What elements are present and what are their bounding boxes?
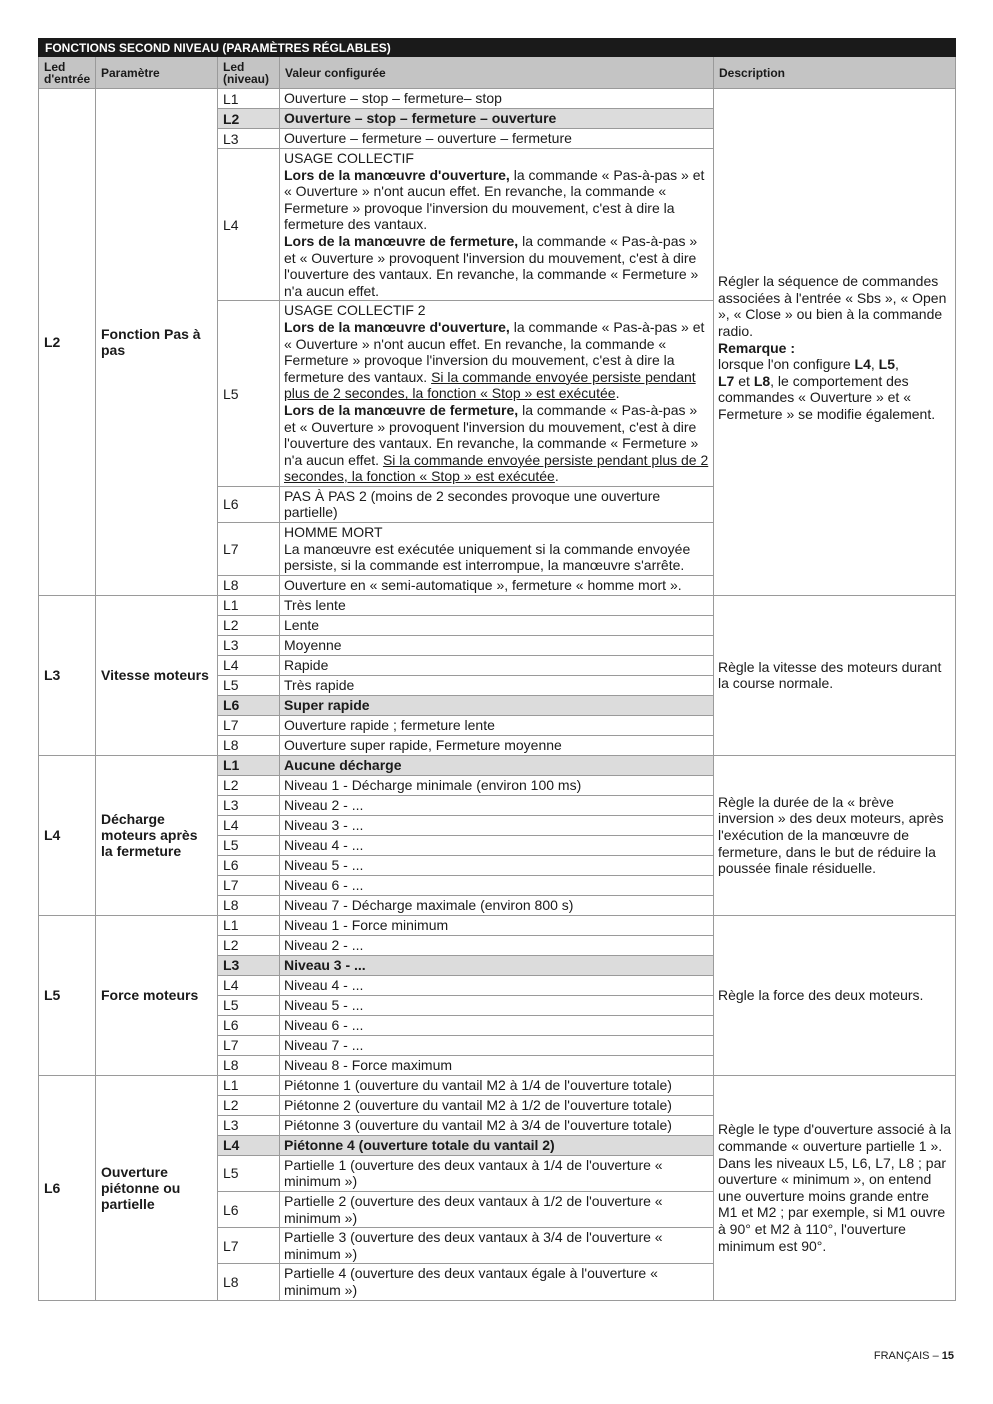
level-cell: L5 (218, 835, 280, 855)
parameter-cell: Décharge moteurs après la fermeture (96, 755, 218, 915)
level-cell: L5 (218, 1155, 280, 1191)
level-cell: L3 (218, 635, 280, 655)
value-cell: Piétonne 4 (ouverture totale du vantail 2) (280, 1135, 714, 1155)
level-cell: L1 (218, 1075, 280, 1095)
level-cell: L3 (218, 795, 280, 815)
level-cell: L6 (218, 1192, 280, 1228)
level-cell: L5 (218, 301, 280, 487)
level-cell: L3 (218, 129, 280, 149)
value-cell: Lente (280, 615, 714, 635)
value-cell: Piétonne 1 (ouverture du vantail M2 à 1/4 de l'ouverture totale) (280, 1075, 714, 1095)
level-cell: L7 (218, 1035, 280, 1055)
level-cell: L7 (218, 875, 280, 895)
value-cell: Niveau 6 - ... (280, 875, 714, 895)
led-entree-cell: L2 (39, 89, 96, 596)
header-description: Description (714, 57, 956, 89)
value-cell: Piétonne 3 (ouverture du vantail M2 à 3/4 de l'ouverture totale) (280, 1115, 714, 1135)
value-cell: Partielle 3 (ouverture des deux vantaux à 3/4 de l'ouverture « minimum ») (280, 1228, 714, 1264)
header-valeur: Valeur configurée (280, 57, 714, 89)
page-footer: FRANÇAIS – 15 (873, 1350, 954, 1362)
level-cell: L8 (218, 895, 280, 915)
table-header-row (39, 57, 956, 89)
value-cell: Piétonne 2 (ouverture du vantail M2 à 1/2 de l'ouverture totale) (280, 1095, 714, 1115)
value-cell: Ouverture – fermeture – ouverture – fermeture (280, 129, 714, 149)
level-cell: L1 (218, 89, 280, 109)
table-row (39, 915, 956, 935)
level-cell: L8 (218, 575, 280, 595)
value-cell: Ouverture super rapide, Fermeture moyenne (280, 735, 714, 755)
second-level-functions-table (38, 38, 956, 1301)
value-cell: Niveau 5 - ... (280, 855, 714, 875)
led-entree-cell: L6 (39, 1075, 96, 1300)
level-cell: L2 (218, 775, 280, 795)
level-cell: L2 (218, 1095, 280, 1115)
value-cell: USAGE COLLECTIF 2 Lors de la manœuvre d'ouverture, la commande « Pas-à-pas » et « Ouverture » n'ont aucun effet. En revanche, la commande « Fermeture » provoque l'inversion du mouvement, c'est à dire la fermeture des vantaux. Si la commande envoyée persiste pendant plus de 2 secondes, la fonction « Stop » est exécutée. Lors de la manœuvre de fermeture, la commande « Pas-à-pas » et « Ouverture » provoquent l'inversion du mouvement, c'est à dire l'ouverture des vantaux. En revanche, la commande « Fermeture » n'a aucun effet. Si la commande envoyée persiste pendant plus de 2 secondes, la fonction « Stop » est exécutée. (280, 301, 714, 487)
value-cell: Niveau 1 - Décharge minimale (environ 100 ms) (280, 775, 714, 795)
value-cell: Niveau 7 - ... (280, 1035, 714, 1055)
header-parametre: Paramètre (96, 57, 218, 89)
parameter-cell: Fonction Pas à pas (96, 89, 218, 596)
level-cell: L7 (218, 523, 280, 576)
table-title-row (39, 39, 956, 57)
level-cell: L2 (218, 615, 280, 635)
value-cell: Niveau 2 - ... (280, 935, 714, 955)
level-cell: L6 (218, 486, 280, 522)
value-cell: Niveau 4 - ... (280, 835, 714, 855)
level-cell: L6 (218, 855, 280, 875)
parameter-cell: Ouverture piétonne ou partielle (96, 1075, 218, 1300)
level-cell: L8 (218, 1055, 280, 1075)
header-led-niveau: Led (niveau) (218, 57, 280, 89)
value-cell: Niveau 4 - ... (280, 975, 714, 995)
level-cell: L4 (218, 149, 280, 301)
level-cell: L5 (218, 995, 280, 1015)
value-cell: Ouverture – stop – fermeture – ouverture (280, 109, 714, 129)
value-cell: Aucune décharge (280, 755, 714, 775)
led-entree-cell: L4 (39, 755, 96, 915)
level-cell: L4 (218, 815, 280, 835)
level-cell: L7 (218, 715, 280, 735)
value-cell: HOMME MORT La manœuvre est exécutée uniquement si la commande envoyée persiste, si la commande est interrompue, la manœuvre s'arrête. (280, 523, 714, 576)
level-cell: L6 (218, 1015, 280, 1035)
level-cell: L1 (218, 915, 280, 935)
value-cell: Niveau 7 - Décharge maximale (environ 800 s) (280, 895, 714, 915)
level-cell: L8 (218, 735, 280, 755)
value-cell: Niveau 6 - ... (280, 1015, 714, 1035)
level-cell: L4 (218, 655, 280, 675)
level-cell: L1 (218, 595, 280, 615)
table-title: FONCTIONS SECOND NIVEAU (PARAMÈTRES RÉGLABLES) (39, 39, 956, 57)
level-cell: L2 (218, 935, 280, 955)
value-cell: Ouverture – stop – fermeture– stop (280, 89, 714, 109)
value-cell: Niveau 3 - ... (280, 955, 714, 975)
value-cell: Très rapide (280, 675, 714, 695)
description-cell: Règle la force des deux moteurs. (714, 915, 956, 1075)
value-cell: PAS À PAS 2 (moins de 2 secondes provoque une ouverture partielle) (280, 486, 714, 522)
value-cell: Ouverture en « semi-automatique », fermeture « homme mort ». (280, 575, 714, 595)
level-cell: L6 (218, 695, 280, 715)
value-cell: Niveau 5 - ... (280, 995, 714, 1015)
description-cell: Régler la séquence de commandes associées à l'entrée « Sbs », « Open », « Close » ou bien à la commande radio. Remarque : lorsque l'on configure L4, L5, L7 et L8, le comportement des commandes « Ouverture » et « Fermeture » se modifie également. (714, 89, 956, 596)
parameter-cell: Vitesse moteurs (96, 595, 218, 755)
parameter-cell: Force moteurs (96, 915, 218, 1075)
level-cell: L2 (218, 109, 280, 129)
level-cell: L1 (218, 755, 280, 775)
level-cell: L7 (218, 1228, 280, 1264)
description-cell: Règle la vitesse des moteurs durant la course normale. (714, 595, 956, 755)
table-row (39, 89, 956, 109)
value-cell: Très lente (280, 595, 714, 615)
page-number: 15 (941, 1350, 954, 1362)
parameters-table-container (38, 38, 955, 1301)
description-cell: Règle la durée de la « brève inversion » des deux moteurs, après l'exécution de la manœuvre de fermeture, dans le but de réduire la poussée finale résiduelle. (714, 755, 956, 915)
level-cell: L4 (218, 975, 280, 995)
value-cell: Ouverture rapide ; fermeture lente (280, 715, 714, 735)
table-row (39, 1075, 956, 1095)
value-cell: Rapide (280, 655, 714, 675)
level-cell: L5 (218, 675, 280, 695)
value-cell: Niveau 3 - ... (280, 815, 714, 835)
table-row-selected (39, 755, 956, 775)
table-row (39, 595, 956, 615)
value-cell: Partielle 4 (ouverture des deux vantaux égale à l'ouverture « minimum ») (280, 1264, 714, 1300)
value-cell: USAGE COLLECTIF Lors de la manœuvre d'ouverture, la commande « Pas-à-pas » et « Ouverture » n'ont aucun effet. En revanche, la commande « Fermeture » provoque l'inversion du mouvement, c'est à dire la fermeture des vantaux. Lors de la manœuvre de fermeture, la commande « Pas-à-pas » et « Ouverture » provoquent l'inversion du mouvement, c'est à dire l'ouverture des vantaux. En revanche, la commande « Fermeture » n'a aucun effet. (280, 149, 714, 301)
level-cell: L8 (218, 1264, 280, 1300)
description-cell: Règle le type d'ouverture associé à la commande « ouverture partielle 1 ». Dans les niveaux L5, L6, L7, L8 ; par ouverture « minimum », on entend une ouverture moins grande entre M1 et M2 ; par exemple, si M1 ouvre à 90° et M2 à 110°, l'ouverture minimum est 90°. (714, 1075, 956, 1300)
value-cell: Moyenne (280, 635, 714, 655)
level-cell: L4 (218, 1135, 280, 1155)
value-cell: Niveau 2 - ... (280, 795, 714, 815)
value-cell: Niveau 1 - Force minimum (280, 915, 714, 935)
level-cell: L3 (218, 1115, 280, 1135)
header-led-entree: Led d'entrée (39, 57, 96, 89)
value-cell: Partielle 2 (ouverture des deux vantaux à 1/2 de l'ouverture « minimum ») (280, 1192, 714, 1228)
led-entree-cell: L5 (39, 915, 96, 1075)
value-cell: Partielle 1 (ouverture des deux vantaux à 1/4 de l'ouverture « minimum ») (280, 1155, 714, 1191)
level-cell: L3 (218, 955, 280, 975)
led-entree-cell: L3 (39, 595, 96, 755)
value-cell: Super rapide (280, 695, 714, 715)
value-cell: Niveau 8 - Force maximum (280, 1055, 714, 1075)
